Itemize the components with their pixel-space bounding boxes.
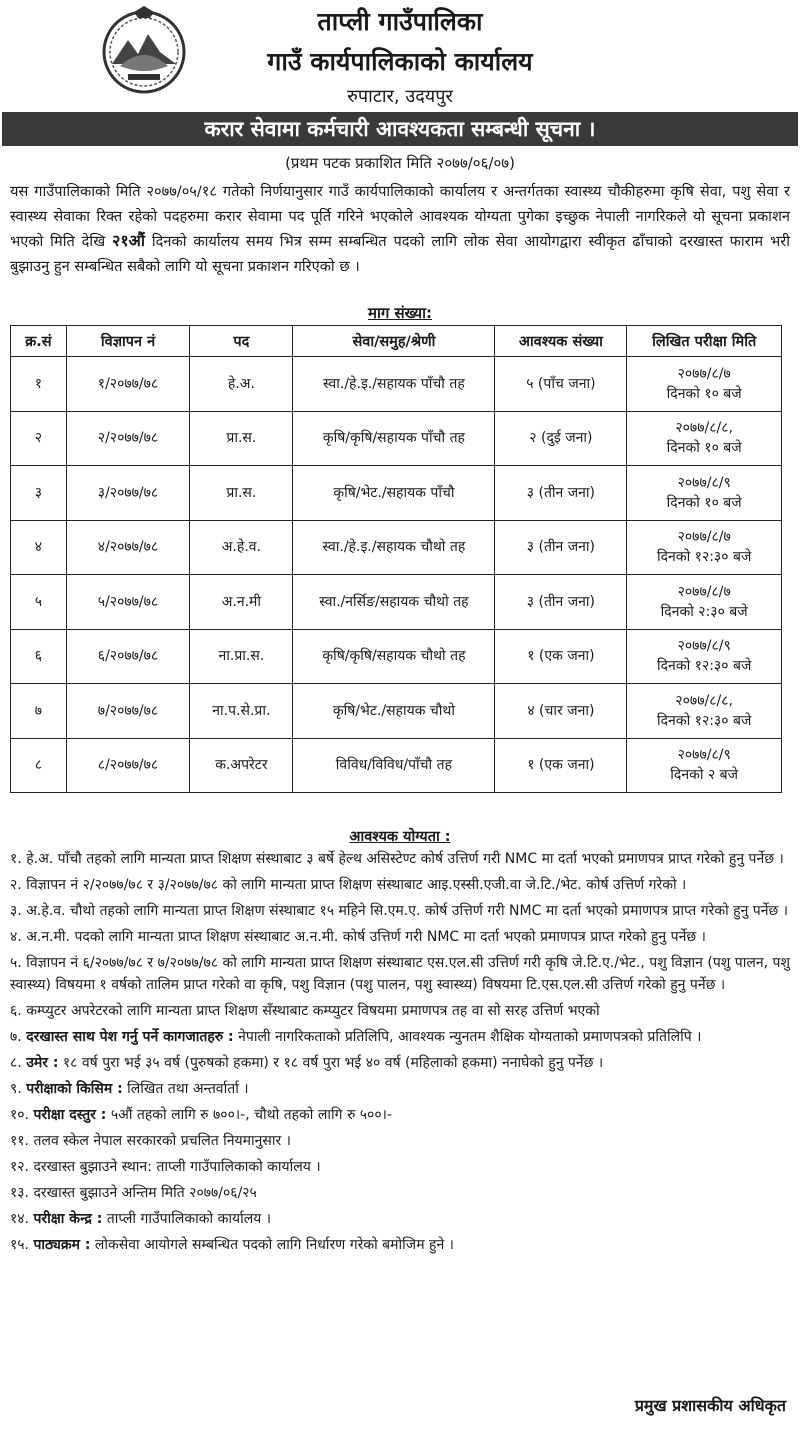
exam-date: २०७७/८/९ [677,747,731,764]
table-row [11,357,782,412]
header-ad-no: विज्ञापन नं [66,326,190,357]
cell-ad-no: ४/२०७७/७८ [66,520,190,575]
exam-time: दिनको १० बजे [666,440,742,457]
table-header-row [11,326,782,357]
cell-exam-date [627,684,782,739]
qualification-item [10,900,790,922]
qualification-text: ताप्ली गाउँपालिकाको कार्यालय । [102,1211,272,1227]
cell-service: कृषि/कृषि/सहायक पाँचौ तह [293,411,495,466]
qualification-item [10,1078,790,1100]
cell-service: स्वा./हे.इ./सहायक पाँचौ तह [293,357,495,412]
qualification-heading: दरखास्त साथ पेश गर्नु पर्ने कागजातहरु : [26,1029,234,1045]
header [0,0,800,112]
qualification-text: दरखास्त बुझाउने अन्तिम मिति २०७७/०६/२५ [33,1185,257,1201]
qualification-number: ८. [10,1055,22,1071]
qualification-list [10,848,790,1260]
cell-exam-date [627,520,782,575]
qualification-text: अ.न.मी. पदको लागि मान्यता प्राप्त शिक्षण संस्थाबाट अ.न.मी. कोर्ष उत्तिर्ण गरी NMC मा दर्ता भएको प्रमाणपत्र प्राप्त गरेको हुनु पर्नेछ । [26,929,706,945]
cell-exam-date [627,357,782,412]
qualification-item [10,952,790,996]
cell-sn: ३ [11,466,67,521]
qualification-number: १४. [10,1211,30,1227]
qualification-item [10,1208,790,1230]
qualification-title: आवश्यक योग्यता : [349,829,451,845]
exam-date: २०७७/८/७ [677,583,731,600]
cell-count: १ (एक जना) [495,629,627,684]
org-name: ताप्ली गाउँपालिका [317,7,483,36]
qualification-number: ३. [10,903,22,919]
cell-post: अ.हे.व. [190,520,293,575]
cell-count: ४ (चार जना) [495,684,627,739]
cell-count: ३ (तीन जना) [495,466,627,521]
qualification-item [10,1234,790,1256]
cell-ad-no: २/२०७७/७८ [66,411,190,466]
cell-ad-no: ८/२०७७/७८ [66,738,190,793]
exam-time: दिनको १२:३० बजे [657,712,752,729]
qualification-text: विज्ञापन नं २/२०७७/७८ र ३/२०७७/७८ को लागि मान्यता प्राप्त शिक्षण संस्थाबाट आइ.एस्सी.एजी.वा जे.टि./भेट. कोर्ष उत्तिर्ण गरेको । [26,877,687,893]
exam-date: २०७७/८/७ [677,365,731,382]
qualification-item [10,874,790,896]
cell-service: कृषि/भेट./सहायक चौथो [293,684,495,739]
qualification-item [10,848,790,870]
table-row [11,575,782,630]
cell-count: ५ (पाँच जना) [495,357,627,412]
cell-service: स्वा./नर्सिङ/सहायक चौथो तह [293,575,495,630]
cell-ad-no: ३/२०७७/७८ [66,466,190,521]
cell-sn: ५ [11,575,67,630]
qualification-text: कम्प्युटर अपरेटरको लागि मान्यता प्राप्त शिक्षण सँस्थाबाट कम्प्युटर विषयमा प्रमाणपत्र तह वा सो सरह उत्तिर्ण भएको [26,1003,600,1019]
cell-post: अ.न.मी [190,575,293,630]
qualification-text: नेपाली नागरिकताको प्रतिलिपि, आवश्यक न्युनतम शैक्षिक योग्यताको प्रमाणपत्रको प्रतिलिपि । [233,1029,702,1045]
cell-post: हे.अ. [190,357,293,412]
cell-exam-date [627,411,782,466]
intro-text-after: दिनको कार्यालय समय भित्र सम्म सम्बन्धित पदको लागि लोक सेवा आयोगद्वारा स्वीकृत ढाँचाको दरखास्त फाराम भरी बुझाउनु हुन सम्बन्धित सबैको लागि यो सूचना प्रकाशन गरिएको छ । [10,233,791,275]
exam-time: दिनको १० बजे [666,494,742,511]
cell-count: १ (एक जना) [495,738,627,793]
intro-text-before: यस गाउँपालिकाको मिति २०७७/०५/१८ गतेको निर्णयानुसार गाउँ कार्यपालिकाको कार्यालय र अन्तर्गतका स्वास्थ्य चौकीहरुमा कृषि सेवा, पशु सेवा र स्वास्थ्य सेवाका रिक्त रहेको पदहरुमा करार सेवामा पद पूर्ति गरिने भएकोले आवश्यक योग्यता पुगेका इच्छुक नेपाली नागरिकले यो सूचना प्रकाशन भएको मिति देखि [10,183,790,250]
qualification-number: ७. [10,1029,22,1045]
qualification-item [10,926,790,948]
qualification-text: हे.अ. पाँचौ तहको लागि मान्यता प्राप्त शिक्षण संस्थाबाट ३ बर्षे हेल्थ असिस्टेण्ट कोर्ष उत्तिर्ण गरी NMC मा दर्ता भएको प्रमाणपत्र प्राप्त गरेको हुनु पर्नेछ । [26,851,784,867]
qualification-heading: परीक्षा दस्तुर : [33,1107,107,1123]
exam-time: दिनको १२:३० बजे [657,549,752,566]
exam-time: दिनको १० बजे [666,385,742,402]
cell-post: प्रा.स. [190,466,293,521]
cell-service: विविध/विविध/पाँचौ तह [293,738,495,793]
exam-date: २०७७/८/८, [675,420,733,437]
qualification-number: ११. [10,1133,30,1149]
published-date: (प्रथम पटक प्रकाशित मिति २०७७/०६/०७) [285,154,515,172]
qualification-text: १८ वर्ष पुरा भई ३५ वर्ष (पुरुषको हकमा) र १८ वर्ष पुरा भई ४० वर्ष (महिलाको हकमा) ननाघेको हुनु पर्नेछ । [58,1055,604,1071]
exam-time: दिनको १२:३० बजे [657,658,752,675]
qualification-item [10,1130,790,1152]
qualification-text: लिखित तथा अन्तर्वार्ता । [122,1081,249,1097]
qualification-text: दरखास्त बुझाउने स्थान: ताप्ली गाउँपालिकाको कार्यालय । [33,1159,321,1175]
qualification-heading: उमेर : [26,1055,59,1071]
qualification-number: १२. [10,1159,30,1175]
cell-post: प्रा.स. [190,411,293,466]
intro-paragraph [10,180,790,279]
intro-days: २१औं [112,231,146,250]
office-address: रुपाटार, उदयपुर [347,86,453,107]
header-sn: क्र.सं [11,326,67,357]
signature: प्रमुख प्रशासकीय अधिकृत [634,1396,786,1415]
header-service: सेवा/समुह/श्रेणी [293,326,495,357]
cell-exam-date [627,575,782,630]
cell-sn: ८ [11,738,67,793]
notice-title-banner: करार सेवामा कर्मचारी आवश्यकता सम्बन्धी सूचना । [2,112,798,146]
exam-time: दिनको २:३० बजे [660,603,748,620]
qualification-item [10,1052,790,1074]
table-row [11,466,782,521]
qualification-number: ४. [10,929,22,945]
cell-service: कृषि/कृषि/सहायक चौथो तह [293,629,495,684]
exam-date: २०७७/८/७ [677,529,731,546]
qualification-number: ९. [10,1081,22,1097]
cell-exam-date [627,466,782,521]
cell-ad-no: ५/२०७७/७८ [66,575,190,630]
qualification-text: अ.हे.व. चौथो तहको लागि मान्यता प्राप्त शिक्षण संस्थाबाट १५ महिने सि.एम.ए. कोर्ष उत्तिर्ण गरी NMC मा दर्ता भएको प्रमाणपत्र प्राप्त गरेको हुनु पर्नेछ । [26,903,789,919]
qualification-text: ५औं तहको लागि रु ७००।-, चौथो तहको लागि रु ५००।- [106,1107,392,1123]
exam-date: २०७७/८/९ [677,638,731,655]
cell-ad-no: १/२०७७/७८ [66,357,190,412]
cell-ad-no: ६/२०७७/७८ [66,629,190,684]
cell-sn: ७ [11,684,67,739]
table-row [11,629,782,684]
qualification-item [10,1182,790,1204]
cell-service: स्वा./हे.इ./सहायक चौथो तह [293,520,495,575]
qualification-number: ५. [10,955,22,971]
office-name: गाउँ कार्यपालिकाको कार्यालय [267,47,533,76]
qualification-text: तलव स्केल नेपाल सरकारको प्रचलित नियमानुसार । [33,1133,291,1149]
qualification-item [10,1026,790,1048]
exam-time: दिनको २ बजे [670,767,739,784]
header-exam-date: लिखित परीक्षा मिति [627,326,782,357]
demand-table [10,325,782,793]
exam-date: २०७७/८/९ [677,474,731,491]
qualification-heading: परीक्षाको किसिम : [26,1081,123,1097]
cell-exam-date [627,738,782,793]
qualification-heading: पाठ्यक्रम : [33,1237,91,1253]
cell-count: ३ (तीन जना) [495,520,627,575]
qualification-number: २. [10,877,22,893]
qualification-number: १०. [10,1107,30,1123]
cell-sn: ४ [11,520,67,575]
cell-ad-no: ७/२०७७/७८ [66,684,190,739]
qualification-heading: परीक्षा केन्द्र : [33,1211,103,1227]
qualification-number: १३. [10,1185,30,1201]
table-row [11,684,782,739]
table-row [11,738,782,793]
qualification-number: ६. [10,1003,22,1019]
exam-date: २०७७/८/८, [675,692,733,709]
cell-sn: १ [11,357,67,412]
table-row [11,520,782,575]
header-post: पद [190,326,293,357]
qualification-number: १. [10,851,22,867]
demand-title: माग संख्या: [367,304,433,322]
cell-post: क.अपरेटर [190,738,293,793]
cell-sn: ६ [11,629,67,684]
cell-post: ना.प.से.प्रा. [190,684,293,739]
qualification-item [10,1156,790,1178]
qualification-text: विज्ञापन नं ६/२०७७/७८ र ७/२०७७/७८ को लागि मान्यता प्राप्त शिक्षण संस्थाबाट एस.एल.सी उत्तिर्ण गरी कृषि जे.टि.ए./भेट., पशु विज्ञान (पशु पालन, पशु स्वास्थ्य) विषयमा १ वर्षको तालिम प्राप्त गरेको वा कृषि, पशु विज्ञान (पशु पालन, पशु स्वास्थ्य) विषयमा टि.एस.एल.सी उत्तिर्ण गरेको हुनु पर्नेछ । [10,955,790,993]
cell-sn: २ [11,411,67,466]
cell-count: २ (दुई जना) [495,411,627,466]
table-row [11,411,782,466]
qualification-number: १५. [10,1237,30,1253]
header-count: आवश्यक संख्या [495,326,627,357]
cell-exam-date [627,629,782,684]
qualification-item [10,1000,790,1022]
cell-service: कृषि/भेट./सहायक पाँचौ [293,466,495,521]
cell-count: ३ (तीन जना) [495,575,627,630]
qualification-item [10,1104,790,1126]
cell-post: ना.प्रा.स. [190,629,293,684]
qualification-text: लोकसेवा आयोगले सम्बन्धित पदको लागि निर्धारण गरेको बमोजिम हुने । [90,1237,454,1253]
